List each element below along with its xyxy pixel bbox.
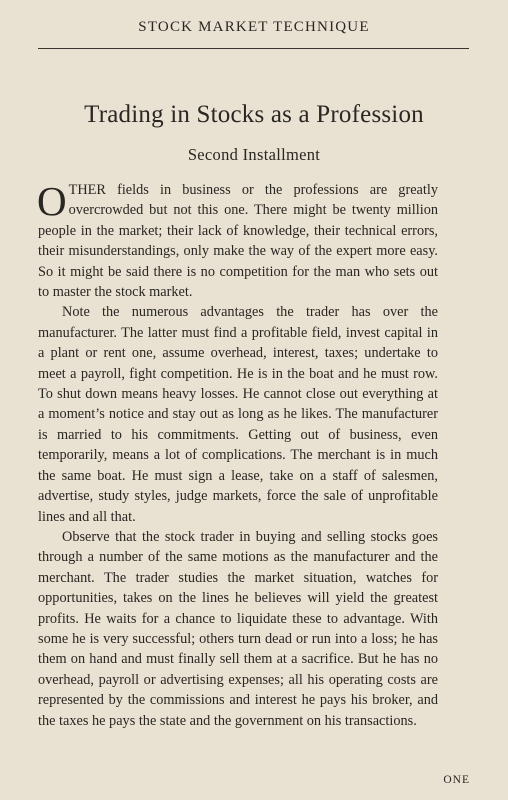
paragraph-1 [38,180,438,302]
paragraph-2: Note the numerous advantages the trader has over the manufacturer. The latter must find a profitable field, invest capital in a plant or rent one, assume overhead, interest, taxes; undertake to meet a payroll, fight competition. He is in the boat and he must row. To shut down means heavy losses. He cannot close out everything at a moment’s notice and stay out as long as he likes. The manufacturer is married to his commitments. Getting out of business, even temporarily, means a lot of complications. The merchant is in much the same boat. He must sign a lease, take on a staff of salesmen, advertise, study styles, judge markets, force the sale of unprofitable lines and all that. [38,304,438,525]
header-rule [38,48,469,49]
running-head: STOCK MARKET TECHNIQUE [138,19,370,35]
drop-cap: O [37,178,67,224]
body-text [38,180,438,731]
chapter-title: Trading in Stocks as a Profession [84,101,424,128]
paragraph-3: Observe that the stock trader in buying and selling stocks goes through a number of the same motions as the manufacturer and the merchant. The trader studies the market situation, watches for opportunities, takes on the lines he believes will yield the greatest profits. He waits for a chance to liquidate these to advantage. With some he is very successful; others turn dead or run into a loss; he has them on hand and must finally sell them at a sacrifice. But he has no overhead, payroll or advertising expenses; all his operating costs are represented by the commissions and interest he pays his broker, and the taxes he pays the state and the government on his transactions. [38,528,438,729]
chapter-subtitle: Second Installment [187,145,321,164]
paragraph-1-text: THER fields in business or the professions are greatly overcrowded but not this one. There might be twenty million people in the market; their lack of knowledge, their technical errors, their misunderstandings, only make the way of the expert more easy. So it might be said there is no competition for the man who sets out to master the stock market. [38,182,438,301]
page-number: ONE [443,774,470,786]
